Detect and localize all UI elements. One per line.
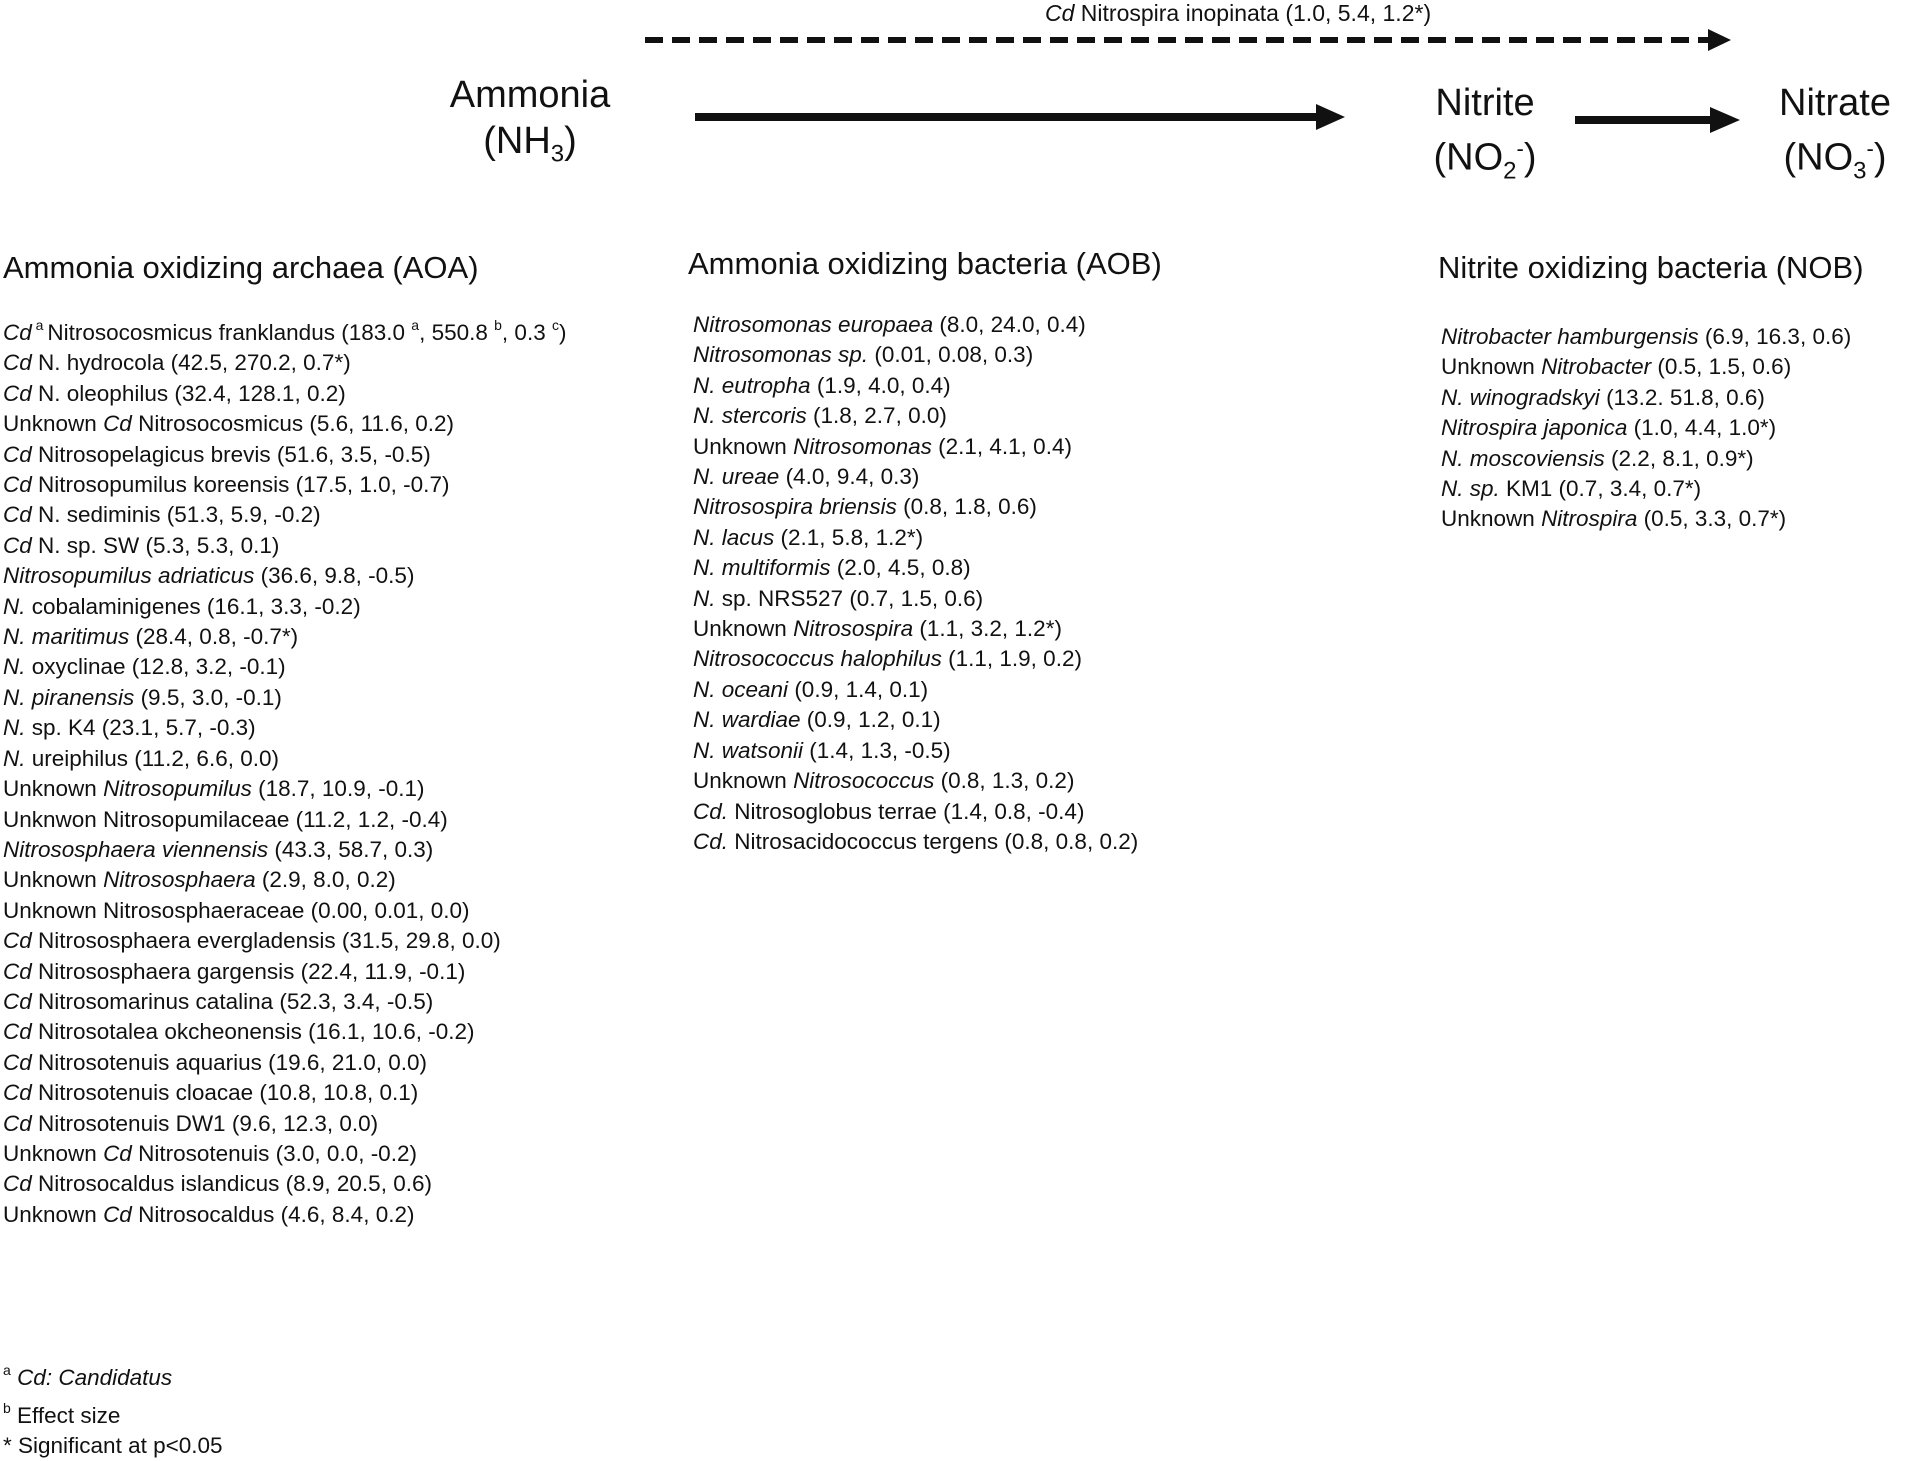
species-entry: Cd Nitrosotenuis cloacae (10.8, 10.8, 0.1) <box>3 1080 419 1106</box>
species-entry: N. sp. NRS527 (0.7, 1.5, 0.6) <box>693 585 984 611</box>
aoa-species-list <box>3 310 566 1230</box>
aoa-heading: Ammonia oxidizing archaea (AOA) <box>3 250 479 285</box>
species-entry: Unknown Cd Nitrosocosmicus (5.6, 11.6, 0.2) <box>3 411 455 437</box>
species-entry: Cd Nitrosotenuis DW1 (9.6, 12.3, 0.0) <box>3 1110 379 1136</box>
species-entry: Nitrosopumilus adriaticus (36.6, 9.8, -0.5) <box>3 563 415 589</box>
species-entry: Unknwon Nitrosopumilaceae (11.2, 1.2, -0.4) <box>3 806 448 832</box>
species-entry: Nitrosomonas sp. (0.01, 0.08, 0.3) <box>693 342 1034 368</box>
comammox-label <box>1045 0 1431 28</box>
species-entry: Cd Nitrosopelagicus brevis (51.6, 3.5, -0.5) <box>3 441 431 467</box>
species-entry: Cd Nitrososphaera evergladensis (31.5, 29.8, 0.0) <box>3 928 501 954</box>
species-entry: Nitrospira japonica (1.0, 4.4, 1.0*) <box>1441 415 1777 441</box>
node-nitrate <box>1765 80 1905 194</box>
species-entry: N. ureiphilus (11.2, 6.6, 0.0) <box>3 745 279 771</box>
dashed-comammox-arrow <box>645 29 1731 51</box>
species-entry: N. winogradskyi (13.2. 51.8, 0.6) <box>1441 384 1765 410</box>
species-entry: N. piranensis (9.5, 3.0, -0.1) <box>3 684 282 710</box>
nob-heading: Nitrite oxidizing bacteria (NOB) <box>1438 250 1864 285</box>
species-entry: N. maritimus (28.4, 0.8, -0.7*) <box>3 624 299 650</box>
species-entry: Unknown Nitrosopumilus (18.7, 10.9, -0.1) <box>3 776 425 802</box>
species-entry: Cd Nitrosocaldus islandicus (8.9, 20.5, 0.6) <box>3 1171 432 1197</box>
species-entry: Nitrobacter hamburgensis (6.9, 16.3, 0.6) <box>1441 324 1852 349</box>
species-entry: Unknown Nitrobacter (0.5, 1.5, 0.6) <box>1441 354 1792 380</box>
species-entry: Nitrosospira briensis (0.8, 1.8, 0.6) <box>693 494 1037 520</box>
ammonia-to-nitrite-arrow <box>695 104 1345 130</box>
species-entry: N. cobalaminigenes (16.1, 3.3, -0.2) <box>3 593 361 619</box>
species-entry: Unknown Cd Nitrosocaldus (4.6, 8.4, 0.2) <box>3 1201 415 1227</box>
species-entry: Nitrososphaera viennensis (43.3, 58.7, 0.3) <box>3 836 434 862</box>
species-entry: Cd $^a$ Nitrosocosmicus franklandus (183.0 $^a$, 550.8 $^b$, 0.3 $^c$) <box>3 317 567 345</box>
species-entry: Unknown Nitrosospira (1.1, 3.2, 1.2*) <box>693 616 1062 642</box>
species-entry: N. stercoris (1.8, 2.7, 0.0) <box>693 403 947 429</box>
species-entry: Cd N. sediminis (51.3, 5.9, -0.2) <box>3 502 321 528</box>
species-entry: N. wardiae (0.9, 1.2, 0.1) <box>693 707 941 733</box>
species-entry: Cd Nitrosopumilus koreensis (17.5, 1.0, -0.7) <box>3 472 450 498</box>
species-entry: N. watsonii (1.4, 1.3, -0.5) <box>693 737 951 763</box>
species-entry: N. multiformis (2.0, 4.5, 0.8) <box>693 555 971 581</box>
species-entry: Unknown Nitrospira (0.5, 3.3, 0.7*) <box>1441 506 1787 532</box>
aob-species-list <box>693 310 1138 857</box>
species-entry: Cd Nitrososphaera gargensis (22.4, 11.9, -0.1) <box>3 958 466 984</box>
species-entry: N. oxyclinae (12.8, 3.2, -0.1) <box>3 654 286 680</box>
species-entry: Unknown Nitrosococcus (0.8, 1.3, 0.2) <box>693 768 1075 794</box>
nitrite-to-nitrate-arrow <box>1575 107 1740 133</box>
species-entry: N. lacus (2.1, 5.8, 1.2*) <box>693 524 924 550</box>
species-entry: Cd Nitrosotalea okcheonensis (16.1, 10.6, -0.2) <box>3 1019 475 1045</box>
species-entry: Cd Nitrosotenuis aquarius (19.6, 21.0, 0.0) <box>3 1049 427 1075</box>
species-entry: N. oceani (0.9, 1.4, 0.1) <box>693 676 929 702</box>
footnote-entry: $^b$ Effect size <box>3 1400 121 1428</box>
species-entry: N. sp. KM1 (0.7, 3.4, 0.7*) <box>1441 476 1702 502</box>
node-ammonia-name: Ammonia <box>449 74 611 116</box>
species-entry: Unknown Nitrososphaera (2.9, 8.0, 0.2) <box>3 867 396 893</box>
node-nitrate-formula: $(NO_3^-)$ <box>1783 136 1887 185</box>
footnotes <box>3 1355 223 1461</box>
species-entry: Unknown Nitrososphaeraceae (0.00, 0.01, 0.0) <box>3 897 470 923</box>
comammox-genus-prefix: Cd <box>1045 0 1075 26</box>
species-entry: Nitrosococcus halophilus (1.1, 1.9, 0.2) <box>693 646 1082 672</box>
species-entry: Cd N. sp. SW (5.3, 5.3, 0.1) <box>3 532 280 558</box>
species-entry: Unknown Nitrosomonas (2.1, 4.1, 0.4) <box>693 433 1072 459</box>
footnote-entry: * Significant at p<0.05 <box>3 1433 223 1458</box>
species-entry: Cd Nitrosomarinus catalina (52.3, 3.4, -0.5) <box>3 988 434 1014</box>
node-nitrite-name: Nitrite <box>1435 82 1535 124</box>
species-entry: Cd. Nitrosoglobus terrae (1.4, 0.8, -0.4) <box>693 798 1085 824</box>
species-entry: N. sp. K4 (23.1, 5.7, -0.3) <box>3 715 256 741</box>
nob-species-list <box>1441 322 1851 535</box>
node-nitrite <box>1395 80 1575 194</box>
aob-heading: Ammonia oxidizing bacteria (AOB) <box>688 246 1162 281</box>
footnote-entry: $^a$ Cd: Candidatus <box>3 1362 173 1390</box>
species-entry: N. moscoviensis (2.2, 8.1, 0.9*) <box>1441 445 1754 471</box>
node-ammonia-formula: $(NH_3)$ <box>483 120 577 168</box>
species-entry: Unknown Cd Nitrosotenuis (3.0, 0.0, -0.2) <box>3 1140 417 1166</box>
node-nitrate-name: Nitrate <box>1779 82 1891 124</box>
species-entry: Nitrosomonas europaea (8.0, 24.0, 0.4) <box>693 312 1086 337</box>
species-entry: N. eutropha (1.9, 4.0, 0.4) <box>693 372 951 398</box>
species-entry: N. ureae (4.0, 9.4, 0.3) <box>693 464 920 490</box>
species-entry: Cd N. oleophilus (32.4, 128.1, 0.2) <box>3 380 346 406</box>
comammox-species: Nitrospira inopinata (1.0, 5.4, 1.2*) <box>1080 0 1432 26</box>
species-entry: Cd N. hydrocola (42.5, 270.2, 0.7*) <box>3 350 351 376</box>
node-nitrite-formula: $(NO_2^-)$ <box>1433 136 1537 185</box>
species-entry: Cd. Nitrosacidococcus tergens (0.8, 0.8, 0.2) <box>693 828 1139 854</box>
node-ammonia <box>430 72 630 178</box>
